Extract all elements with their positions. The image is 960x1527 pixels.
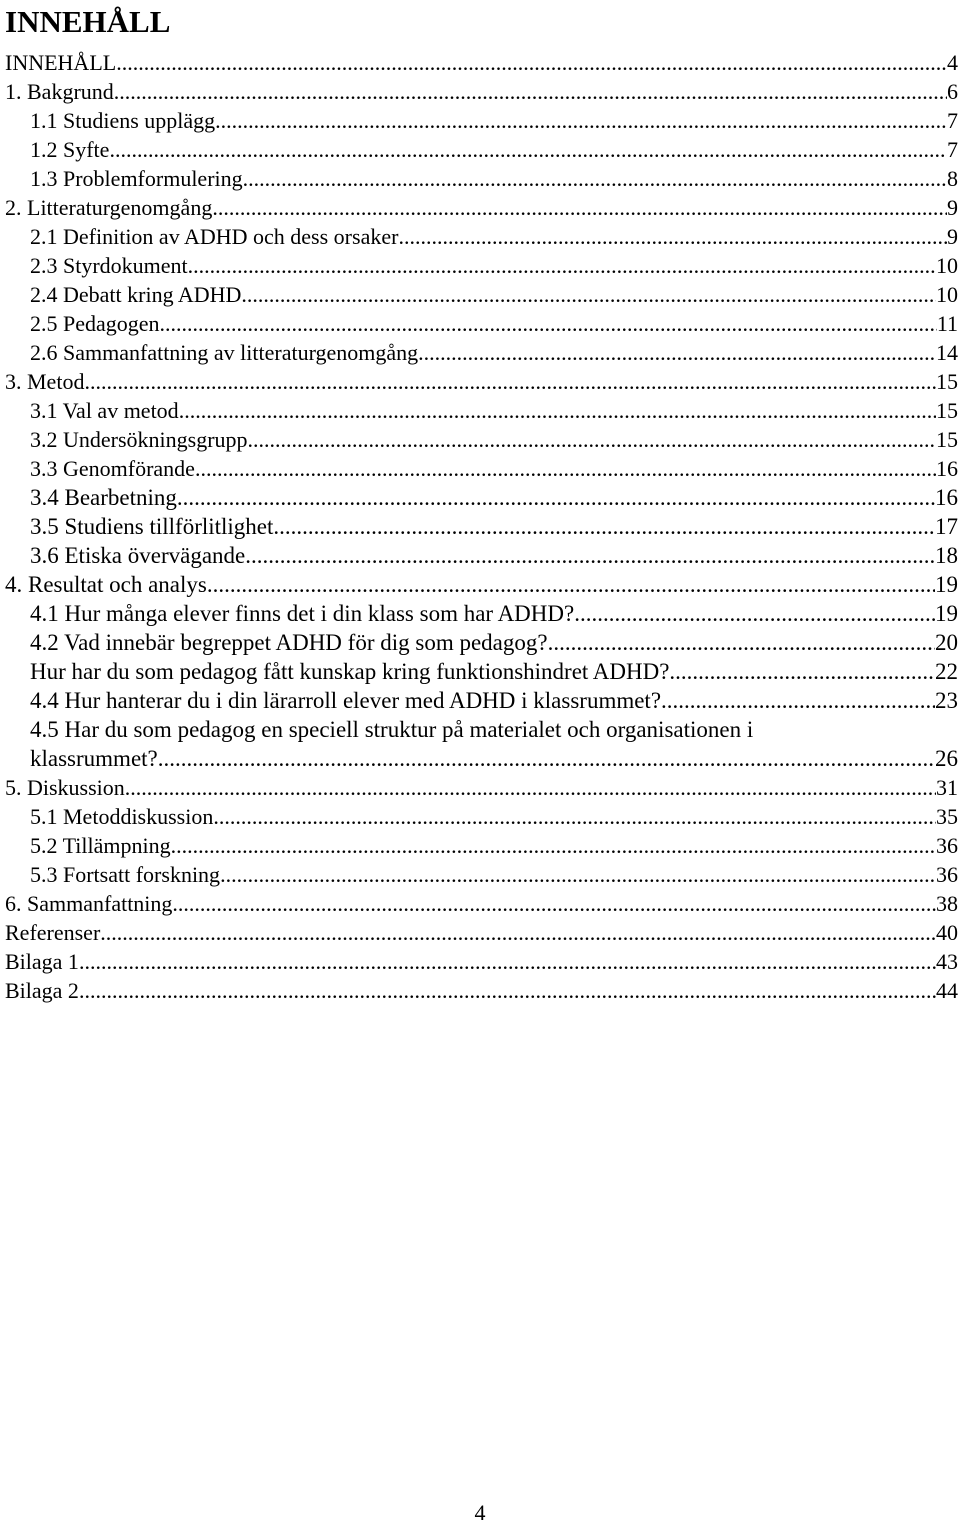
toc-entry-label: 3.3 Genomförande [30,456,195,481]
toc-entry-label: 2.3 Styrdokument [30,253,188,278]
toc-leader-dots [114,77,947,106]
toc-leader-dots [125,773,936,802]
toc-leader-dots [109,135,947,164]
toc-entry[interactable] [30,338,958,367]
toc-entry[interactable] [5,570,958,599]
toc-leader-dots [245,541,935,570]
toc-entry-label: 5.3 Fortsatt forskning [30,862,221,887]
toc-entry[interactable] [30,831,958,860]
toc-entry[interactable] [30,512,958,541]
toc-entry[interactable] [30,686,958,715]
toc-leader-dots [212,193,947,222]
toc-entry-page: 7 [947,108,958,133]
toc-leader-dots [171,831,936,860]
toc-entry-page: 44 [936,978,958,1003]
toc-leader-dots [248,425,936,454]
toc-entry[interactable] [5,773,958,802]
toc-entry[interactable] [30,657,958,686]
toc-entry-page: 9 [947,224,958,249]
toc-leader-dots [669,657,935,686]
toc-entry-label-line1: 4.5 Har du som pedagog en speciell struktur på materialet och organisationen i [30,717,754,742]
toc-entry-page: 31 [936,775,958,800]
toc-leader-dots [160,309,937,338]
page-number: 4 [474,1500,486,1525]
toc-entry-label: 5.1 Metoddiskussion [30,804,214,829]
toc-entry-label: 3.5 Studiens tillförlitlighet [30,514,274,539]
toc-leader-dots [116,48,947,77]
toc-entry-label: Hur har du som pedagog fått kunskap kring funktionshindret ADHD? [30,659,670,684]
toc-entry[interactable] [30,396,958,425]
toc-entry-page: 11 [936,311,958,336]
toc-entry-label: 3.1 Val av metod [30,398,179,423]
toc-leader-dots [207,570,935,599]
toc-entry-label: 2.1 Definition av ADHD och dess orsaker [30,224,399,249]
toc-leader-dots [241,280,936,309]
toc-leader-dots [574,599,935,628]
toc-entry-page: 40 [936,920,958,945]
toc-leader-dots [398,222,947,251]
toc-entry-label: 1.1 Studiens upplägg [30,108,216,133]
toc-entry[interactable] [30,454,958,483]
toc-entry[interactable] [5,976,958,1005]
toc-entry-label: 6. Sammanfattning [5,891,173,916]
toc-entry-page: 36 [936,833,958,858]
toc-entry-page: 9 [947,195,958,220]
toc-entry-page: 16 [936,456,958,481]
toc-entry-page: 20 [935,630,958,655]
toc-entry-label: 2.5 Pedagogen [30,311,160,336]
toc-entry-page: 18 [935,543,958,568]
toc-entry[interactable] [5,947,958,976]
toc-entry[interactable] [30,802,958,831]
toc-leader-dots [548,628,935,657]
toc-entry-page: 23 [935,688,958,713]
toc-entry-label: 5.2 Tillämpning [30,833,171,858]
toc-entry[interactable] [30,309,958,338]
toc-entry[interactable] [5,889,958,918]
toc-leader-dots [79,976,936,1005]
toc-entry-label: 3.6 Etiska övervägande [30,543,246,568]
toc-leader-dots [215,106,947,135]
toc-entry[interactable] [30,425,958,454]
toc-entry[interactable] [30,106,958,135]
toc-entry-page: 10 [936,282,958,307]
toc-leader-dots [273,512,935,541]
toc-entry-label: 2. Litteraturgenomgång [5,195,213,220]
toc-entry-page: 6 [947,79,958,104]
toc-entry-page: 4 [947,50,958,75]
toc-entry-page: 16 [935,485,958,510]
toc-entry-label: 4.4 Hur hanterar du i din lärarroll elever med ADHD i klassrummet? [30,688,662,713]
toc-entry-page: 7 [947,137,958,162]
toc-entry[interactable] [30,860,958,889]
toc-entry-label: 1.3 Problemformulering [30,166,243,191]
toc-entry-page: 8 [947,166,958,191]
toc-leader-dots [195,454,936,483]
toc-entry[interactable] [5,367,958,396]
toc-entry-page: 22 [935,659,958,684]
toc-entry[interactable] [30,744,958,773]
toc-leader-dots [243,164,947,193]
toc-entry-label: 3. Metod [5,369,85,394]
toc-entry-page: 19 [935,601,958,626]
toc-entry[interactable] [30,541,958,570]
toc-entry-page: 43 [936,949,958,974]
toc-entry[interactable] [5,48,958,77]
toc-entry-label: Bilaga 1 [5,949,79,974]
toc-entry-page: 14 [936,340,958,365]
toc-entry-page: 26 [935,746,958,771]
toc-leader-dots [177,483,935,512]
toc-entry[interactable] [5,918,958,947]
toc-entry-page: 17 [935,514,958,539]
toc-entry-page: 10 [936,253,958,278]
toc-entry[interactable] [30,628,958,657]
toc-leader-dots [220,860,936,889]
toc-entry-label: 4.2 Vad innebär begreppet ADHD för dig som pedagog? [30,630,548,655]
toc-entry[interactable] [30,280,958,309]
toc-entry-label: klassrummet? [30,746,158,771]
toc-entry[interactable] [30,222,958,251]
toc-leader-dots [158,744,935,773]
toc-entry[interactable] [5,77,958,106]
toc-leader-dots [179,396,936,425]
toc-leader-dots [661,686,935,715]
toc-entry-label: Bilaga 2 [5,978,79,1003]
toc-entry[interactable] [5,193,958,222]
toc-entry[interactable] [30,251,958,280]
toc-entry-label: 3.2 Undersökningsgrupp [30,427,248,452]
toc-leader-dots [213,802,936,831]
toc-entry-page: 15 [936,369,958,394]
toc-leader-dots [79,947,936,976]
toc-entry-page: 15 [936,427,958,452]
toc-entry-label: 3.4 Bearbetning [30,485,177,510]
toc-leader-dots [100,918,936,947]
toc-leader-dots [84,367,936,396]
toc-leader-dots [172,889,936,918]
toc-entry-label: 2.6 Sammanfattning av litteraturgenomgång [30,340,419,365]
toc-entry-label: 2.4 Debatt kring ADHD [30,282,242,307]
toc-entry-label: 4.1 Hur många elever finns det i din klass som har ADHD? [30,601,575,626]
page-heading: INNEHÅLL [5,4,171,39]
toc-entry-page: 35 [936,804,958,829]
toc-leader-dots [188,251,936,280]
toc-leader-dots [418,338,936,367]
toc-entry-page: 19 [935,572,958,597]
toc-entry[interactable] [30,135,958,164]
toc-entry[interactable] [30,483,958,512]
toc-entry-page: 15 [936,398,958,423]
toc-entry-label: INNEHÅLL [5,50,117,75]
toc-entry-label: 5. Diskussion [5,775,125,800]
toc-entry[interactable] [30,164,958,193]
toc-entry-label: 1. Bakgrund [5,79,114,104]
toc-entry[interactable] [30,599,958,628]
toc-entry-page: 36 [936,862,958,887]
toc-entry-page: 38 [936,891,958,916]
toc-entry-label: 1.2 Syfte [30,137,110,162]
toc-entry-label: Referenser [5,920,101,945]
toc-entry-label: 4. Resultat och analys [5,572,207,597]
